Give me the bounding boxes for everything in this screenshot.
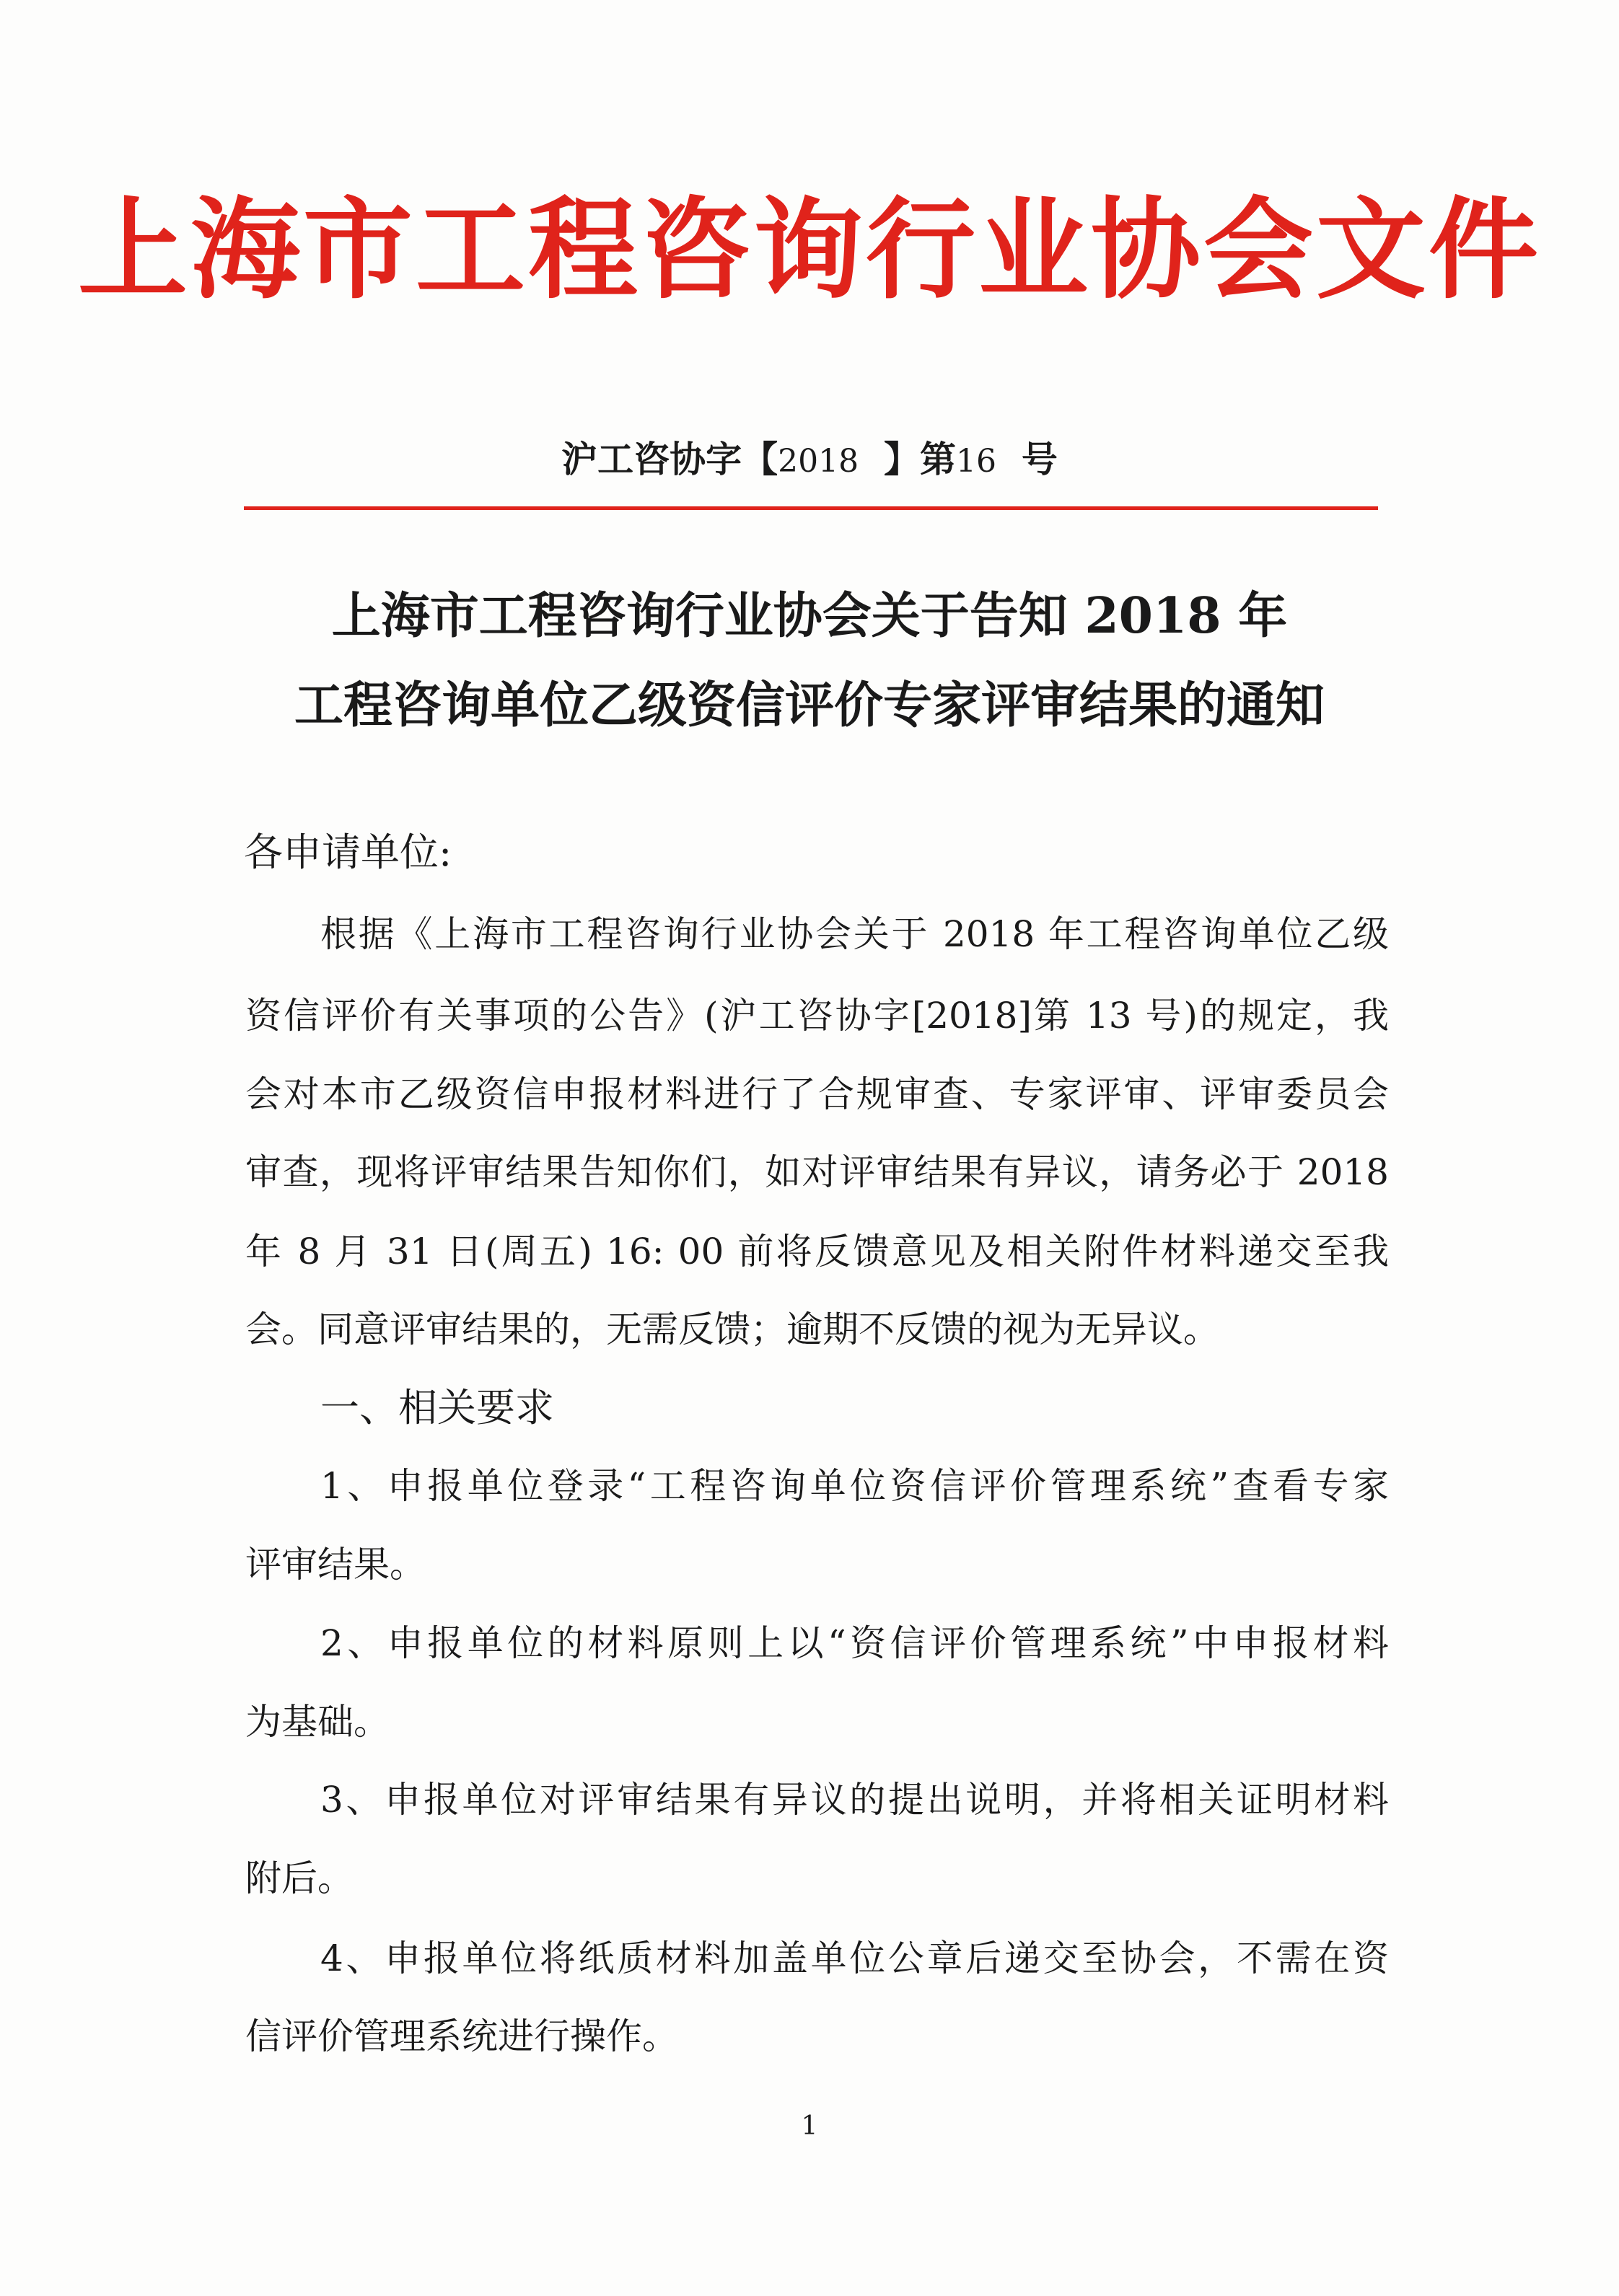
body-line: 审查，现将评审结果告知你们，如对评审结果有异议，请务必于 2018	[245, 1151, 1389, 1193]
doc-number-suffix: 号	[1021, 438, 1058, 480]
doc-number-value: 16	[955, 443, 996, 480]
body-line: 年 8 月 31 日(周五) 16: 00 前将反馈意见及相关附件材料递交至我	[245, 1231, 1389, 1272]
requirement-4-line-1: 4、申报单位将纸质材料加盖单位公章后递交至协会，不需在资	[320, 1937, 1389, 1979]
body-line: 根据《上海市工程咨询行业协会关于 2018 年工程咨询单位乙级	[320, 913, 1389, 955]
notice-title-line-2: 工程咨询单位乙级资信评价专家评审结果的通知	[294, 677, 1325, 734]
requirement-4-line-2: 信评价管理系统进行操作。	[245, 2015, 678, 2057]
section-heading: 一、相关要求	[320, 1385, 554, 1430]
body-line: 资信评价有关事项的公告》(沪工咨协字[2018]第 13 号)的规定，我	[245, 995, 1389, 1037]
requirement-2-line-1: 2、申报单位的材料原则上以“资信评价管理系统”中申报材料	[320, 1622, 1389, 1664]
body-line: 会。同意评审结果的，无需反馈；逾期不反馈的视为无异议。	[245, 1308, 1219, 1350]
page-number: 1	[801, 2111, 818, 2141]
red-divider-line	[244, 506, 1378, 510]
masthead-title: 上海市工程咨询行业协会文件	[78, 185, 1541, 314]
document-number	[0, 438, 1619, 480]
requirement-3-line-1: 3、申报单位对评审结果有异议的提出说明，并将相关证明材料	[320, 1779, 1389, 1821]
requirement-1-line-2: 评审结果。	[245, 1544, 426, 1585]
body-line: 会对本市乙级资信申报材料进行了合规审查、专家评审、评审委员会	[245, 1073, 1389, 1115]
requirement-2-line-2: 为基础。	[245, 1701, 390, 1743]
doc-number-prefix: 沪工咨协字【	[561, 438, 778, 480]
notice-title-line-1: 上海市工程咨询行业协会关于告知 2018 年	[331, 587, 1288, 645]
salutation: 各申请单位:	[244, 830, 452, 875]
requirement-1-line-1: 1、申报单位登录“工程咨询单位资信评价管理系统”查看专家	[320, 1465, 1389, 1507]
doc-number-middle: 】第	[883, 438, 956, 480]
requirement-3-line-2: 附后。	[245, 1857, 354, 1899]
doc-number-year: 2018	[778, 443, 859, 480]
